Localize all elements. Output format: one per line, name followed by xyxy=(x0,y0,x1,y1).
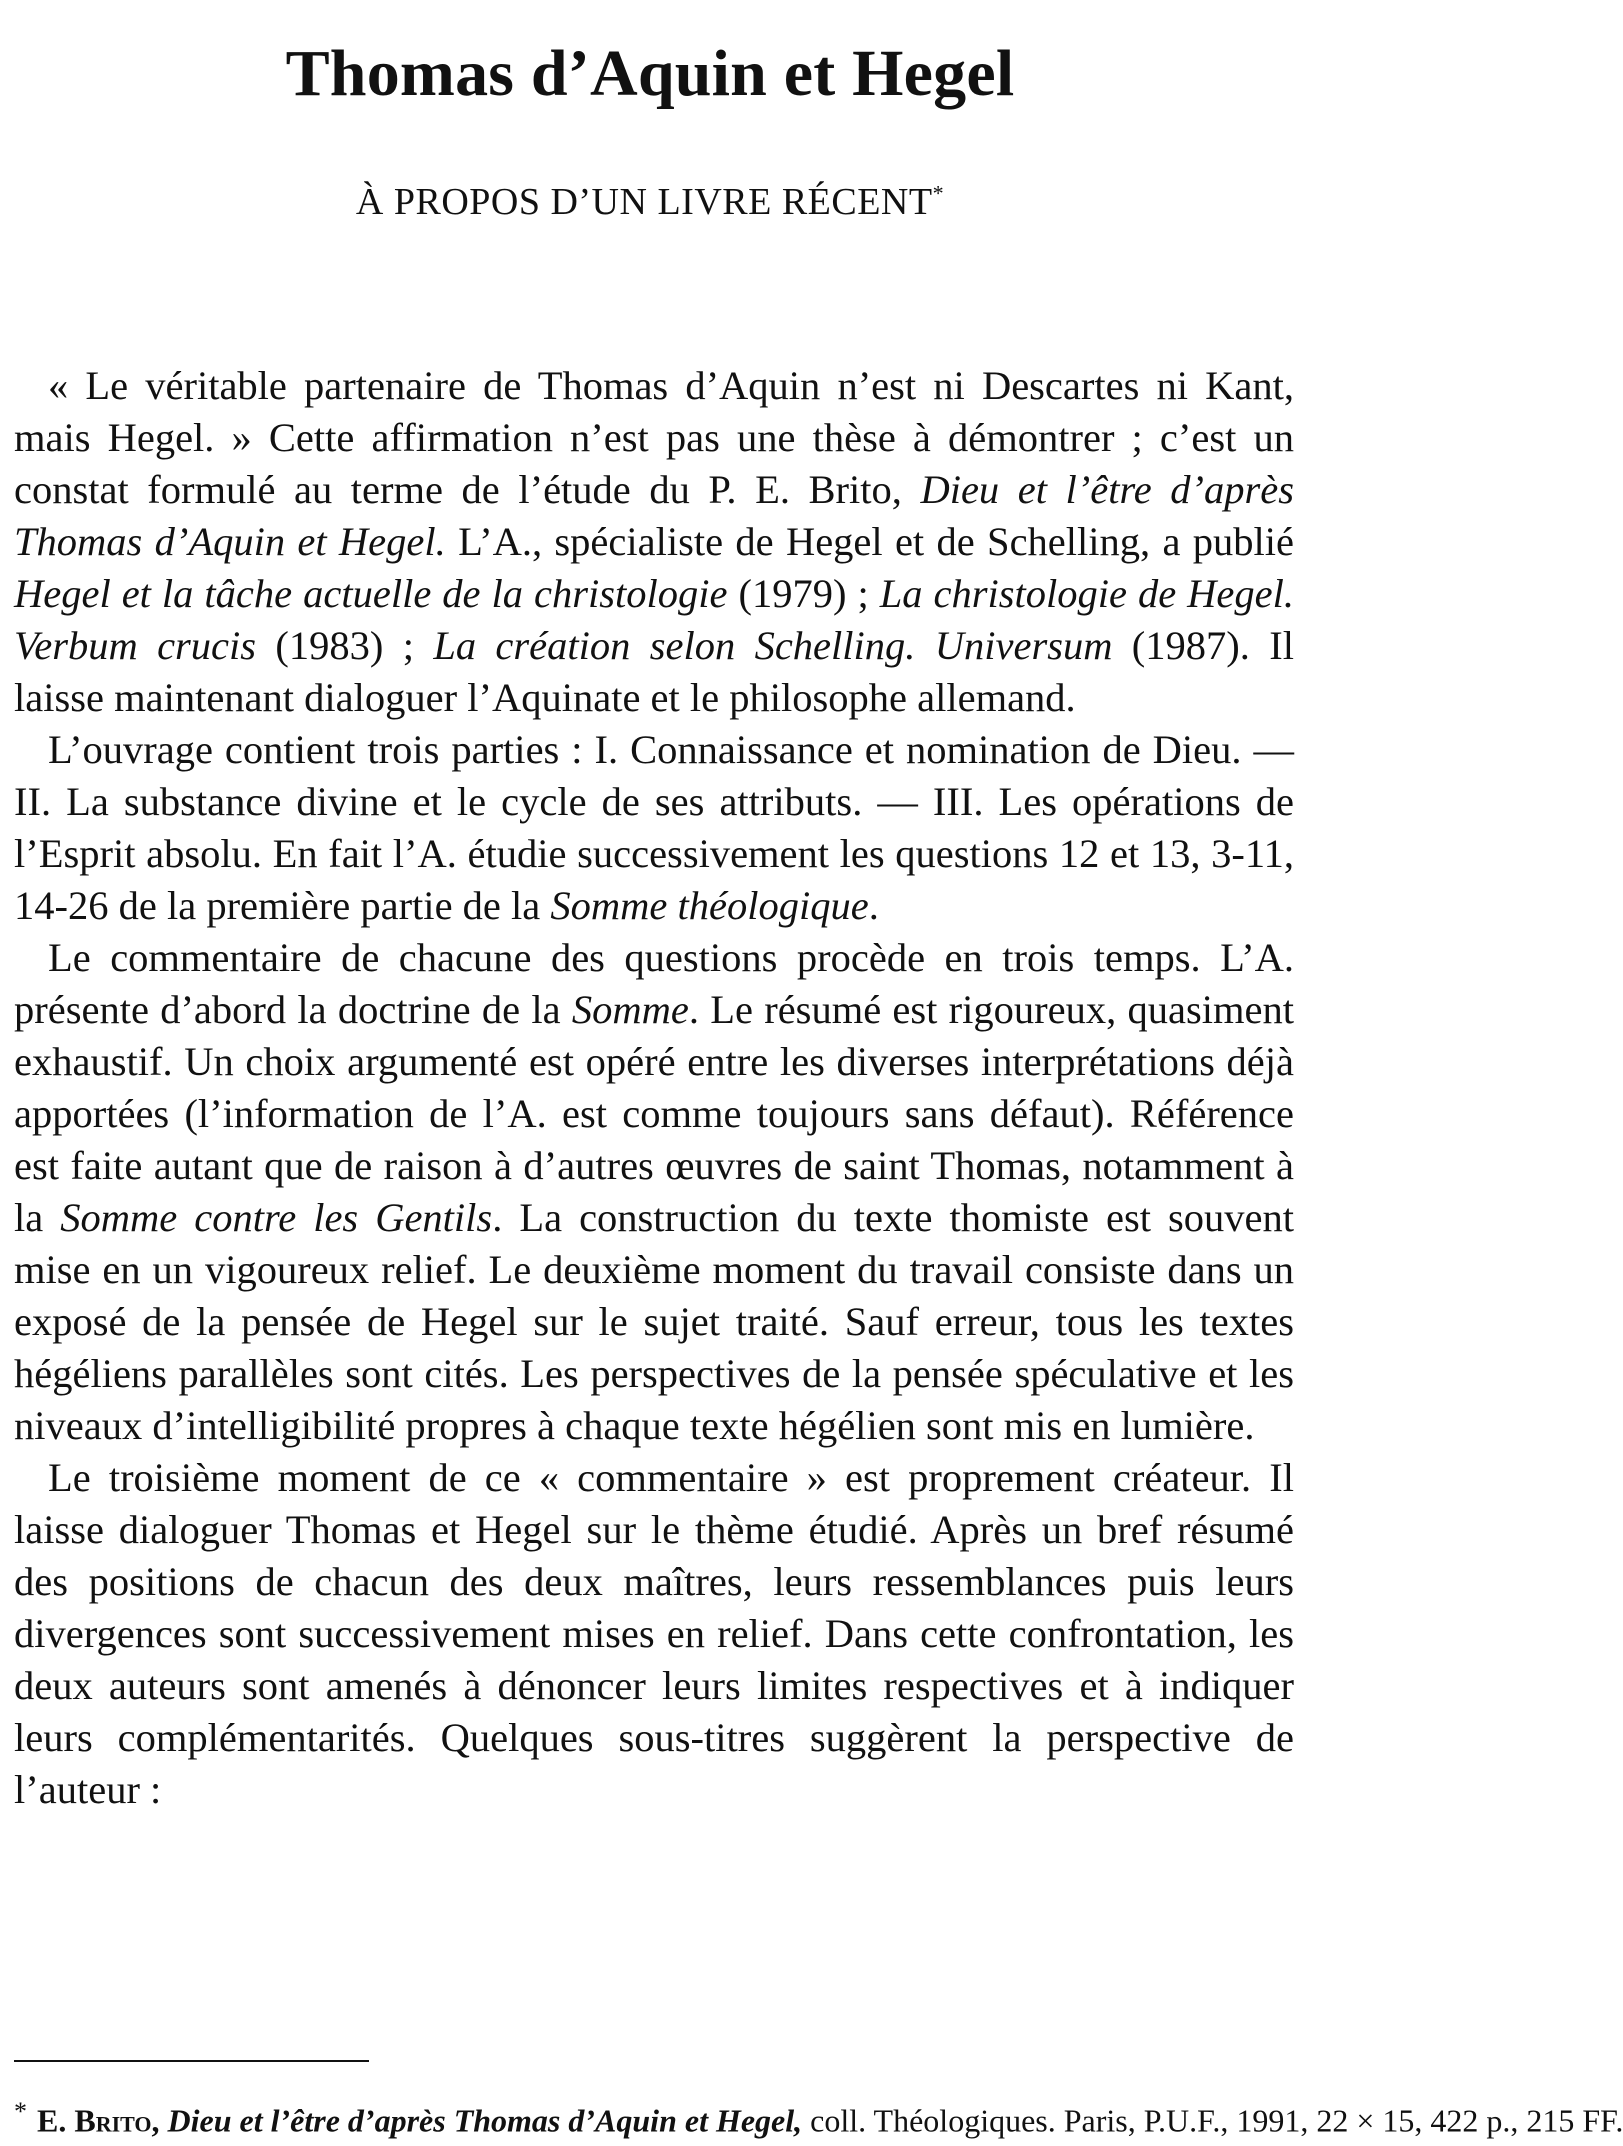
footnote-reference-mark: * xyxy=(932,180,945,206)
footnote-publication: coll. Théologiques. Paris, P.U.F., 1991, 22 × 15, 422 p., 215 FF. xyxy=(802,2102,1623,2139)
book-title: Somme théologique xyxy=(550,883,869,928)
text-run: Le troisième moment de ce « commentaire » est proprement créateur. Il laisse dialoguer Thomas et Hegel sur le thème étudié. Après un bref résumé des positions de chacun des deux maîtres, leurs ressemblances puis leurs divergences sont successivement mises en relief. Dans cette confrontation, les deux auteurs sont amenés à dénoncer leurs limites respectives et à indiquer leurs complémentarités. Quelques sous-titres suggèrent la perspective de l’auteur : xyxy=(14,1455,1294,1812)
paragraph-4 xyxy=(14,1452,1294,1816)
text-run: . xyxy=(868,883,879,928)
text-run: . Le résumé est rigoureux, quasiment exhaustif. Un choix argumenté est opéré entre les diverses interprétations déjà apportées (l’information de l’A. est comme toujours sans défaut). Référence est faite autant que de raison à d’autres œuvres de saint Thomas, notamment à la xyxy=(14,987,1294,1240)
text-run: L’ouvrage contient trois parties : I. Connaissance et nomination de Dieu. — II. La substance divine et le cycle de ses attributs. — III. Les opérations de l’Esprit absolu. En fait l’A. étudie successivement les questions 12 et 13, 3-11, 14-26 de la première partie de la xyxy=(14,727,1294,928)
footnote-author: E. Brito, xyxy=(37,2102,160,2139)
paragraph-2 xyxy=(14,724,1294,932)
paragraph-1 xyxy=(14,360,1294,724)
text-run: L’A., spécialiste de Hegel et de Schelling, a publié xyxy=(445,519,1294,564)
footnote xyxy=(14,2090,1623,2146)
article-body xyxy=(14,360,1294,1816)
text-run: (1983) ; xyxy=(256,623,434,668)
book-title: Somme xyxy=(571,987,689,1032)
book-title: Hegel et la tâche actuelle de la christologie xyxy=(14,571,728,616)
book-title: Somme contre les Gentils xyxy=(60,1195,493,1240)
text-run: (1987). Il laisse maintenant dialoguer l’Aquinate et le philosophe allemand. xyxy=(14,623,1294,720)
text-run: (1979) ; xyxy=(727,571,880,616)
text-run: Le commentaire de chacune des questions procède en trois temps. L’A. présente d’abord la doctrine de la xyxy=(14,935,1294,1032)
article-subtitle xyxy=(0,180,1300,224)
subtitle-text: À PROPOS D’UN LIVRE RÉCENT xyxy=(355,181,933,223)
paragraph-3 xyxy=(14,932,1294,1452)
text-run: . La construction du texte thomiste est souvent mise en un vigoureux relief. Le deuxième moment du travail consiste dans un exposé de la pensée de Hegel sur le sujet traité. Sauf erreur, tous les textes hégéliens parallèles sont cités. Les perspectives de la pensée spéculative et les niveaux d’intelligibilité propres à chaque texte hégélien sont mis en lumière. xyxy=(14,1195,1294,1448)
footnote-book-title: Dieu et l’être d’après Thomas d’Aquin et Hegel, xyxy=(167,2102,803,2139)
book-title: La création selon Schelling. Universum xyxy=(433,623,1113,668)
article-title: Thomas d’Aquin et Hegel xyxy=(285,37,1015,110)
text-run: « Le véritable partenaire de Thomas d’Aquin n’est ni Descartes ni Kant, mais Hegel. » Cette affirmation n’est pas une thèse à démontrer ; c’est un constat formulé au terme de l’étude du P. E. Brito, xyxy=(14,363,1294,512)
footnote-divider xyxy=(14,2060,369,2062)
book-title: La christologie de Hegel. Verbum crucis xyxy=(14,571,1295,668)
footnote-mark: * xyxy=(14,2097,27,2126)
book-title: Dieu et l’être d’après Thomas d’Aquin et Hegel. xyxy=(14,467,1295,564)
